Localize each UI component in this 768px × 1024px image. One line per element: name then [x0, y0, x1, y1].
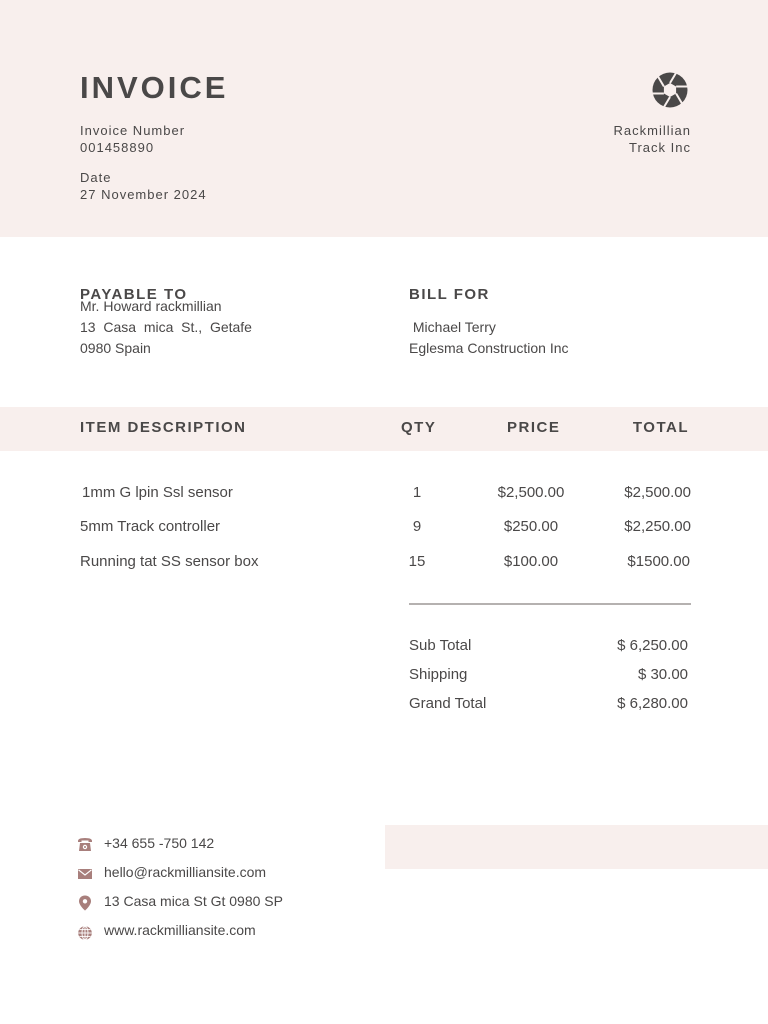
aperture-logo-icon — [652, 72, 688, 108]
invoice-number: 001458890 — [80, 140, 155, 155]
payable-city: 0980 Spain — [80, 340, 151, 356]
row-total: $1500.00 — [627, 553, 690, 570]
bill-company: Eglesma Construction Inc — [409, 340, 569, 356]
invoice-date: 27 November 2024 — [80, 187, 207, 202]
col-header-price: PRICE — [507, 419, 561, 436]
payable-name: Mr. Howard rackmillian — [80, 298, 222, 314]
invoice-number-label: Invoice Number — [80, 123, 186, 138]
col-header-total: TOTAL — [632, 419, 689, 436]
row-price: $100.00 — [503, 553, 559, 570]
footer-band — [385, 825, 768, 869]
col-header-description: ITEM DESCRIPTION — [80, 419, 247, 436]
shipping-label: Shipping — [409, 666, 468, 683]
footer-email[interactable]: hello@rackmilliansite.com — [104, 864, 267, 880]
phone-icon — [77, 836, 93, 852]
row-price: $2,500.00 — [497, 484, 565, 501]
row-qty: 1 — [412, 484, 422, 501]
footer-address: 13 Casa mica St Gt 0980 SP — [104, 893, 283, 909]
payable-to-heading: PAYABLE TO — [80, 286, 188, 303]
summary-divider — [409, 603, 691, 605]
location-pin-icon — [77, 895, 93, 911]
subtotal-value: $ 6,250.00 — [617, 637, 688, 654]
payable-street: 13 Casa mica St., Getafe — [80, 319, 252, 335]
company-name-line2: Track Inc — [629, 140, 691, 155]
envelope-icon — [77, 866, 93, 882]
bill-name: Michael Terry — [409, 319, 496, 335]
row-description: 1mm G lpin Ssl sensor — [82, 484, 233, 501]
row-qty: 9 — [412, 518, 422, 535]
row-price: $250.00 — [503, 518, 559, 535]
grand-total-value: $ 6,280.00 — [617, 695, 688, 712]
row-description: 5mm Track controller — [80, 518, 221, 535]
subtotal-label: Sub Total — [409, 637, 472, 654]
col-header-qty: QTY — [401, 419, 437, 436]
row-qty: 15 — [408, 553, 426, 570]
row-description: Running tat SS sensor box — [80, 553, 259, 570]
footer-website[interactable]: www.rackmilliansite.com — [104, 922, 256, 938]
invoice-title: INVOICE — [80, 70, 229, 105]
grand-total-label: Grand Total — [409, 695, 487, 712]
date-label: Date — [80, 170, 112, 185]
footer-phone: +34 655 -750 142 — [104, 835, 215, 851]
row-total: $2,500.00 — [624, 484, 691, 501]
bill-for-heading: BILL FOR — [409, 286, 490, 303]
shipping-value: $ 30.00 — [637, 666, 688, 683]
row-total: $2,250.00 — [624, 518, 691, 535]
company-name-line1: Rackmillian — [613, 123, 691, 138]
globe-icon — [77, 925, 93, 941]
